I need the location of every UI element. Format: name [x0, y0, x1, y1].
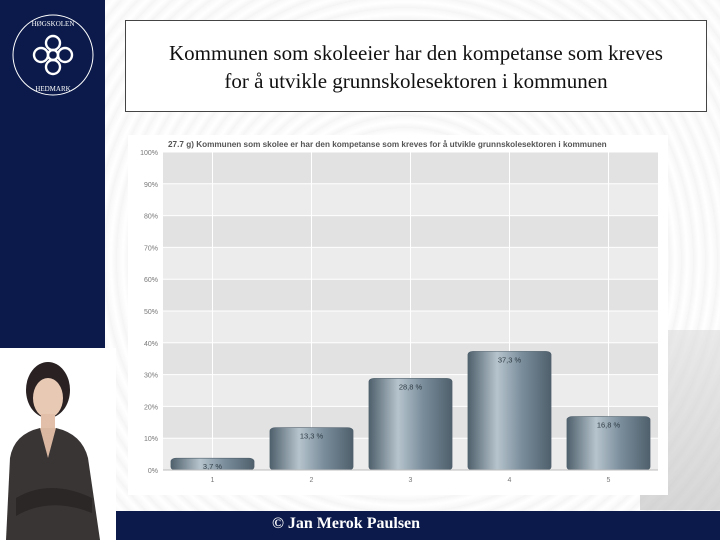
x-tick-label: 4	[507, 477, 512, 484]
y-tick-label: 50%	[143, 309, 158, 316]
y-tick-label: 0%	[147, 468, 158, 475]
slide-title-box	[125, 20, 707, 112]
slide-title-line-1: Kommunen som skoleeier har den kompetanse som kreves	[169, 41, 663, 65]
bar-value-label: 13,3 %	[299, 431, 324, 441]
bar	[468, 351, 551, 470]
bar-chart	[128, 135, 668, 495]
bar-value-label: 28,8 %	[398, 382, 423, 392]
x-tick-label: 3	[408, 477, 413, 484]
y-tick-label: 100%	[140, 150, 158, 157]
bar-value-label: 16,8 %	[596, 420, 621, 430]
y-tick-label: 90%	[143, 181, 158, 189]
y-tick-label: 40%	[143, 340, 158, 348]
bar	[369, 378, 452, 470]
y-tick-label: 20%	[143, 404, 158, 412]
slide-title	[126, 39, 706, 95]
y-tick-label: 10%	[143, 436, 158, 444]
copyright-text: © Jan Merok Paulsen	[271, 515, 421, 532]
bar-value-label: 37,3 %	[497, 355, 522, 365]
slide-title-line-2: for å utvikle grunnskolesektoren i kommunen	[224, 69, 608, 93]
x-tick-label: 1	[210, 477, 215, 484]
chart-panel	[128, 135, 668, 495]
y-tick-label: 60%	[143, 277, 158, 285]
presenter-photo	[0, 348, 116, 540]
svg-text:HØGSKOLEN: HØGSKOLEN	[31, 20, 75, 28]
footer-bar	[116, 511, 720, 540]
y-tick-label: 80%	[143, 213, 158, 221]
college-logo	[10, 12, 96, 98]
sidebar	[0, 0, 105, 348]
y-tick-label: 30%	[143, 372, 158, 380]
x-tick-label: 2	[309, 477, 314, 484]
bar-value-label: 3,7 %	[202, 462, 223, 472]
svg-text:HEDMARK: HEDMARK	[35, 85, 71, 93]
x-tick-label: 5	[606, 477, 611, 484]
y-tick-label: 70%	[143, 245, 158, 253]
chart-title: 27.7 g) Kommunen som skolee er har den kompetanse som kreves for å utvikle grunnskolesektoren i kommunen	[168, 140, 607, 149]
